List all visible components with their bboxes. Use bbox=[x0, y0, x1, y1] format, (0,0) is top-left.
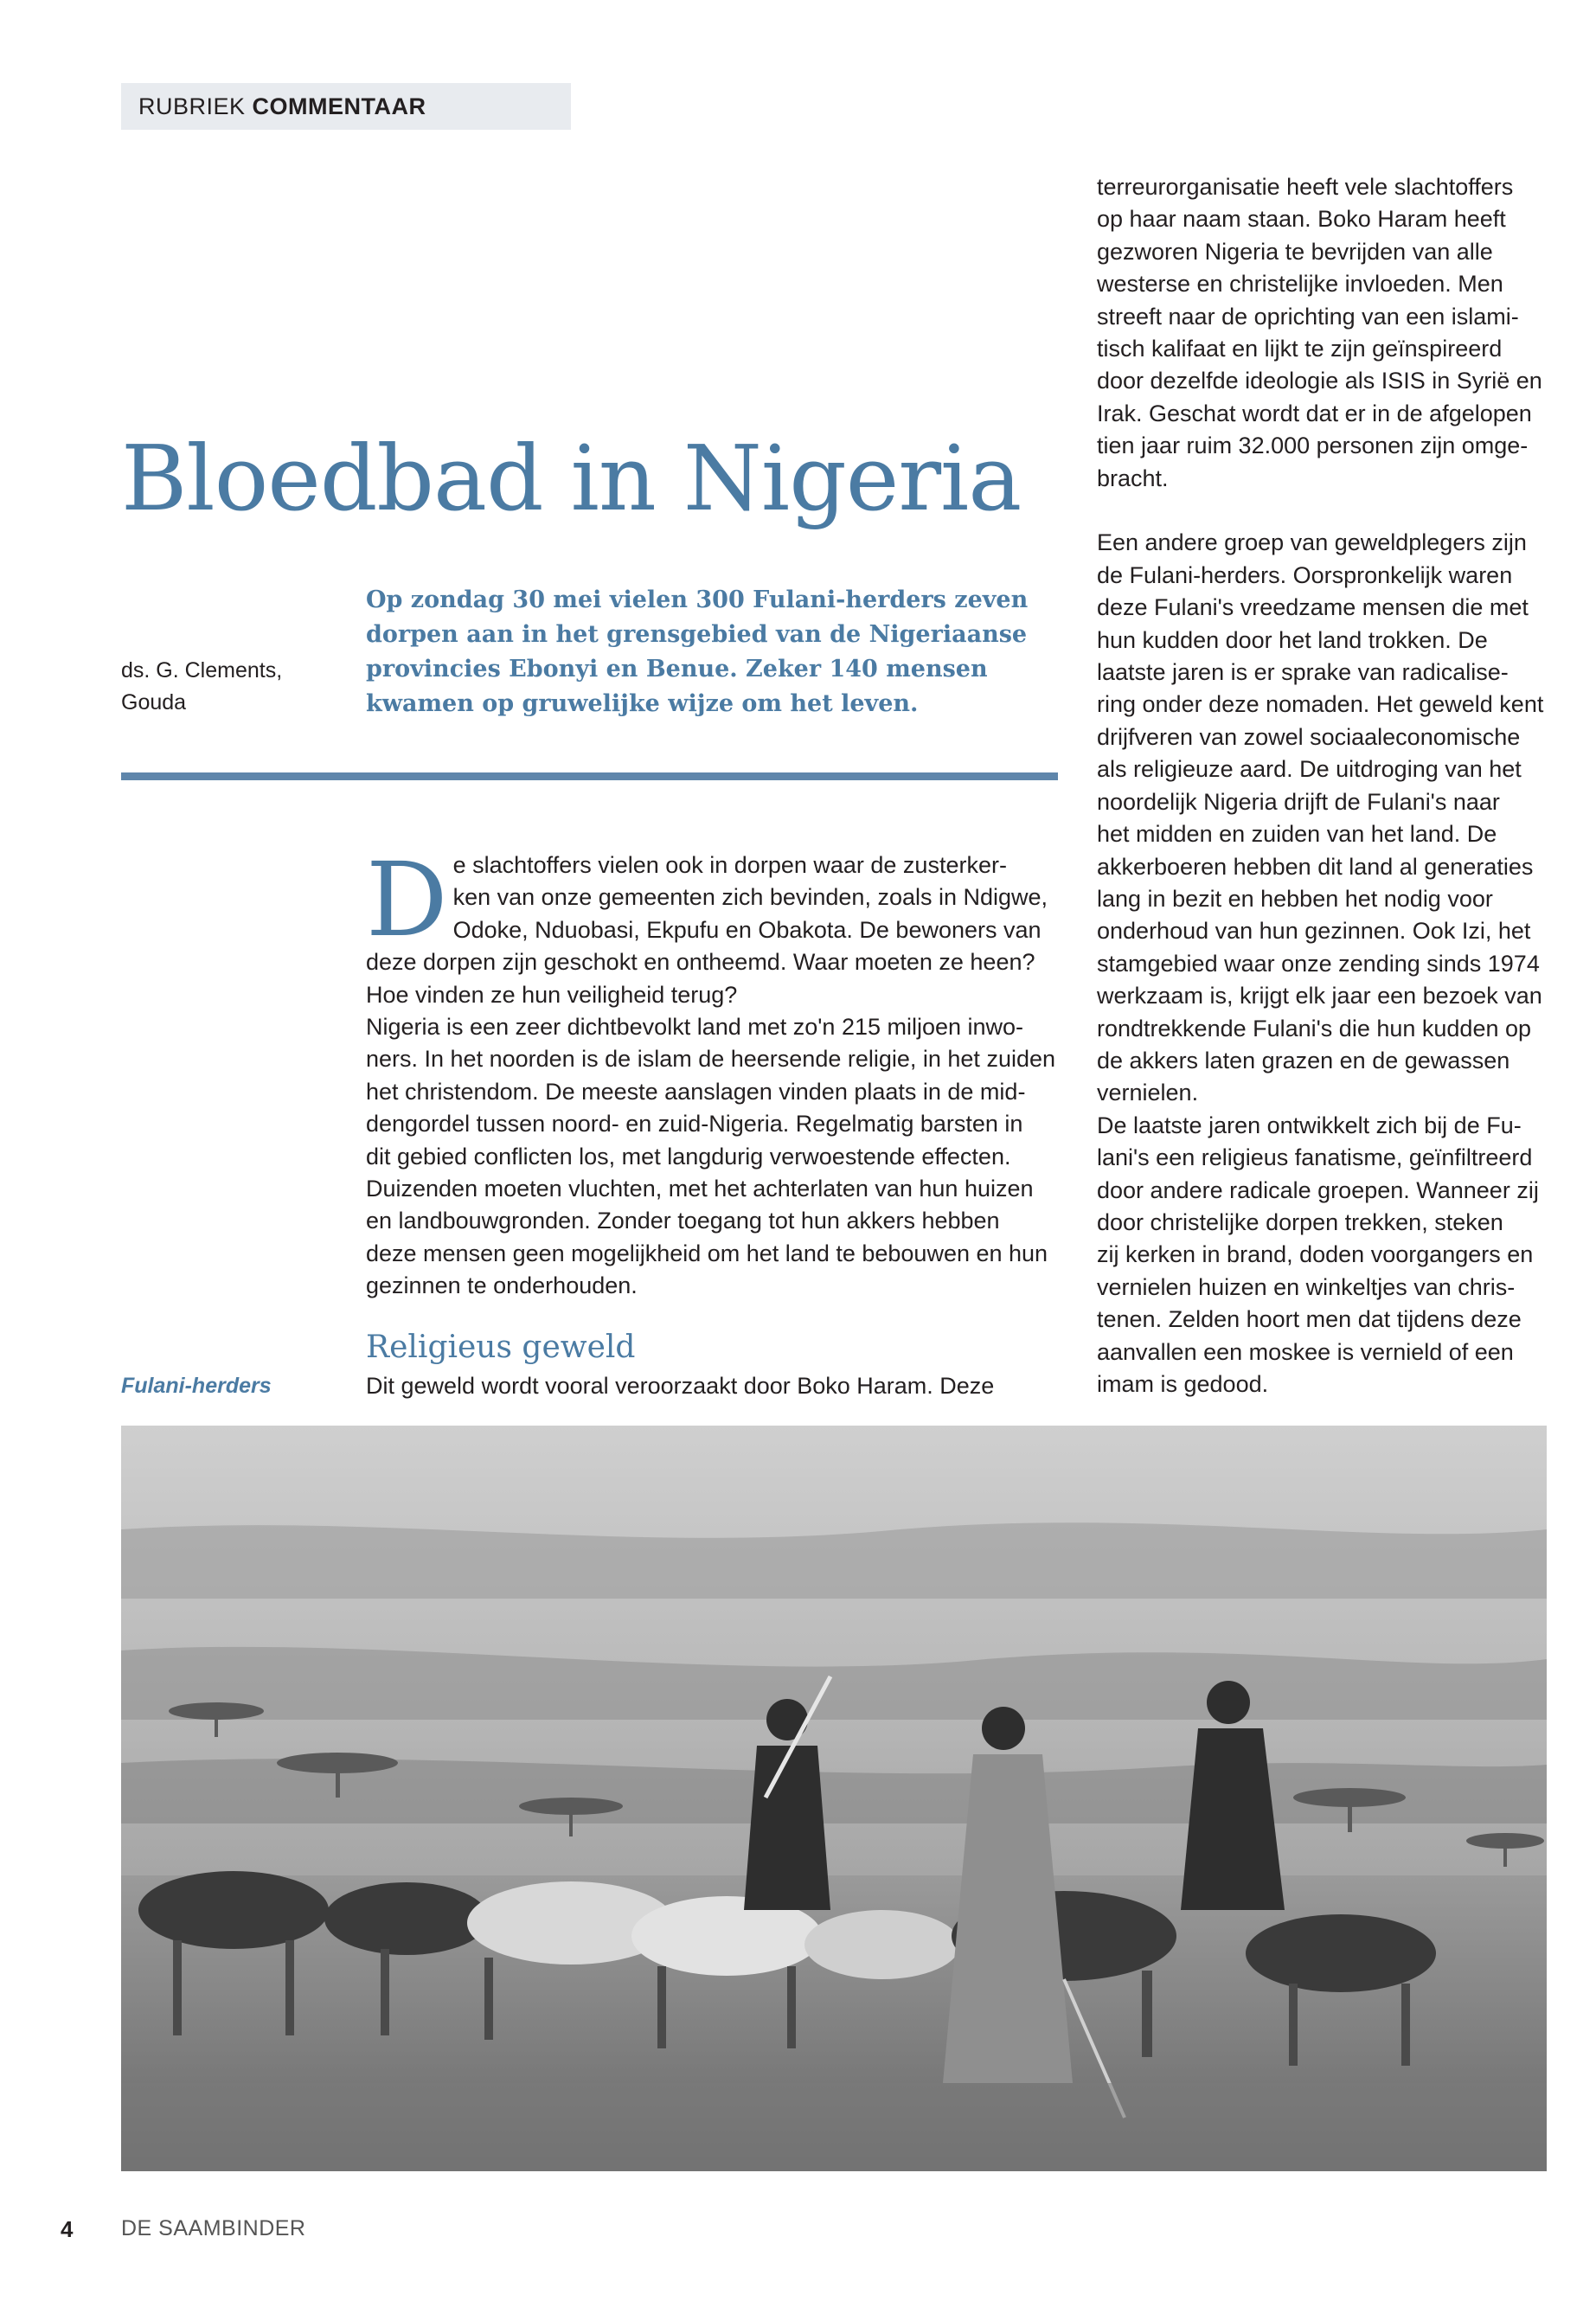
body-line: imam is gedood. bbox=[1097, 1371, 1269, 1398]
body-column-middle bbox=[366, 840, 1058, 1303]
herders-photo bbox=[121, 1426, 1547, 2171]
subheading-paragraph: Dit geweld wordt vooral veroorzaakt door Boko Haram. Deze bbox=[366, 1373, 995, 1399]
body-line: door dezelfde ideologie als ISIS in Syrië en bbox=[1097, 368, 1542, 394]
body-right-text-1 bbox=[1097, 171, 1564, 495]
body-line: zij kerken in brand, doden voorgangers en bbox=[1097, 1241, 1534, 1268]
body-line: aanvallen een moskee is vernield of een bbox=[1097, 1338, 1514, 1365]
author-name: ds. G. Clements, bbox=[121, 658, 283, 683]
paragraph-gap bbox=[1097, 495, 1564, 527]
body-line: vernielen. bbox=[1097, 1080, 1199, 1106]
body-line: gezworen Nigeria te bevrijden van alle bbox=[1097, 238, 1493, 265]
body-line: akkerboeren hebben dit land al generaties bbox=[1097, 853, 1534, 880]
body-line: de akkers laten grazen en de gewassen bbox=[1097, 1047, 1510, 1074]
body-right-text-2 bbox=[1097, 527, 1564, 1400]
body-line: als religieuze aard. De uitdroging van het bbox=[1097, 756, 1522, 783]
body-line: Nigeria is een zeer dichtbevolkt land met zo'n 215 miljoen inwo- bbox=[366, 1014, 1024, 1041]
body-line: ken van onze gemeenten zich bevinden, zoals in Ndigwe, bbox=[452, 884, 1048, 911]
section-rubric bbox=[121, 83, 571, 130]
body-line: bracht. bbox=[1097, 465, 1169, 491]
author-place: Gouda bbox=[121, 690, 187, 715]
magazine-name: DE SAAMBINDER bbox=[121, 2216, 306, 2240]
body-line: ners. In het noorden is de islam de heersende religie, in het zuiden bbox=[366, 1046, 1056, 1073]
body-column-right bbox=[1097, 171, 1564, 1400]
page-number: 4 bbox=[61, 2216, 74, 2242]
body-line: vernielen huizen en winkeltjes van chris- bbox=[1097, 1273, 1516, 1300]
body-line: noordelijk Nigeria drijft de Fulani's naar bbox=[1097, 788, 1500, 815]
body-line: De laatste jaren ontwikkelt zich bij de Fu- bbox=[1097, 1112, 1522, 1138]
author-byline bbox=[121, 655, 282, 719]
body-line: door christelijke dorpen trekken, steken bbox=[1097, 1208, 1503, 1235]
body-line: Een andere groep van geweldplegers zijn bbox=[1097, 529, 1527, 556]
body-line: en landbouwgronden. Zonder toegang tot hun akkers hebben bbox=[366, 1208, 1000, 1234]
body-line: ring onder deze nomaden. Het geweld kent bbox=[1097, 691, 1544, 718]
body-line: deze dorpen zijn geschokt en ontheemd. Waar moeten ze heen? bbox=[366, 949, 1035, 976]
body-line: dengordel tussen noord- en zuid-Nigeria. Regelmatig barsten in bbox=[366, 1111, 1023, 1138]
rubric-label: RUBRIEK bbox=[138, 93, 246, 119]
body-line: onderhoud van hun gezinnen. Ook Izi, het bbox=[1097, 918, 1531, 945]
body-line: deze mensen geen mogelijkheid om het land te bebouwen en hun bbox=[366, 1240, 1048, 1266]
body-line: tenen. Zelden hoort men dat tijdens deze bbox=[1097, 1306, 1522, 1333]
body-middle-text bbox=[366, 840, 1058, 1303]
photo-caption: Fulani-herders bbox=[121, 1374, 272, 1398]
body-line: de Fulani-herders. Oorspronkelijk waren bbox=[1097, 561, 1513, 588]
body-line: op haar naam staan. Boko Haram heeft bbox=[1097, 206, 1506, 233]
article-lead: Op zondag 30 mei vielen 300 Fulani-herders zeven dorpen aan in het grensgebied van de Nigeriaanse provincies Ebonyi en Benue. Zeker 140 mensen kwamen op gruwelijke wijze om het leven. bbox=[366, 586, 1029, 717]
body-line: door andere radicale groepen. Wanneer zij bbox=[1097, 1176, 1539, 1203]
body-line: terreurorganisatie heeft vele slachtoffers bbox=[1097, 174, 1514, 200]
body-line: tien jaar ruim 32.000 personen zijn omge- bbox=[1097, 433, 1529, 459]
body-line: stamgebied waar onze zending sinds 1974 bbox=[1097, 950, 1540, 977]
drop-cap: D bbox=[366, 840, 448, 959]
body-line: Hoe vinden ze hun veiligheid terug? bbox=[366, 981, 738, 1008]
article-title: Bloedbad in Nigeria bbox=[121, 426, 1022, 531]
body-line: e slachtoffers vielen ook in dorpen waar de zusterker- bbox=[452, 852, 1007, 878]
body-line: werkzaam is, krijgt elk jaar een bezoek van bbox=[1097, 983, 1542, 1009]
body-line: laatste jaren is er sprake van radicalise- bbox=[1097, 659, 1509, 686]
body-line: rondtrekkende Fulani's die hun kudden op bbox=[1097, 1015, 1532, 1042]
body-line: gezinnen te onderhouden. bbox=[366, 1272, 638, 1299]
body-line: deze Fulani's vreedzame mensen die met bbox=[1097, 594, 1529, 621]
body-line: Odoke, Nduobasi, Ekpufu en Obakota. De bewoners van bbox=[452, 916, 1042, 943]
rubric-section: COMMENTAAR bbox=[252, 93, 426, 119]
body-line: Irak. Geschat wordt dat er in de afgelopen bbox=[1097, 400, 1532, 426]
body-line: het christendom. De meeste aanslagen vinden plaats in de mid- bbox=[366, 1078, 1026, 1105]
body-line: tisch kalifaat en lijkt te zijn geïnspireerd bbox=[1097, 336, 1503, 362]
body-line: hun kudden door het land trokken. De bbox=[1097, 626, 1488, 653]
body-line: het midden en zuiden van het land. De bbox=[1097, 821, 1497, 848]
subheading: Religieus geweld bbox=[366, 1330, 636, 1365]
body-line: lang in bezit en hebben het nodig voor bbox=[1097, 885, 1493, 912]
body-line: dit gebied conflicten los, met langdurig verwoestende effecten. bbox=[366, 1143, 1011, 1170]
body-line: streeft naar de oprichting van een islami- bbox=[1097, 303, 1519, 330]
divider-rule bbox=[121, 772, 1058, 780]
body-line: Duizenden moeten vluchten, met het achterlaten van hun huizen bbox=[366, 1176, 1034, 1202]
body-line: westerse en christelijke invloeden. Men bbox=[1097, 271, 1503, 298]
body-line: lani's een religieus fanatisme, geïnfiltreerd bbox=[1097, 1144, 1533, 1171]
body-line: drijfveren van zowel sociaaleconomische bbox=[1097, 723, 1521, 750]
